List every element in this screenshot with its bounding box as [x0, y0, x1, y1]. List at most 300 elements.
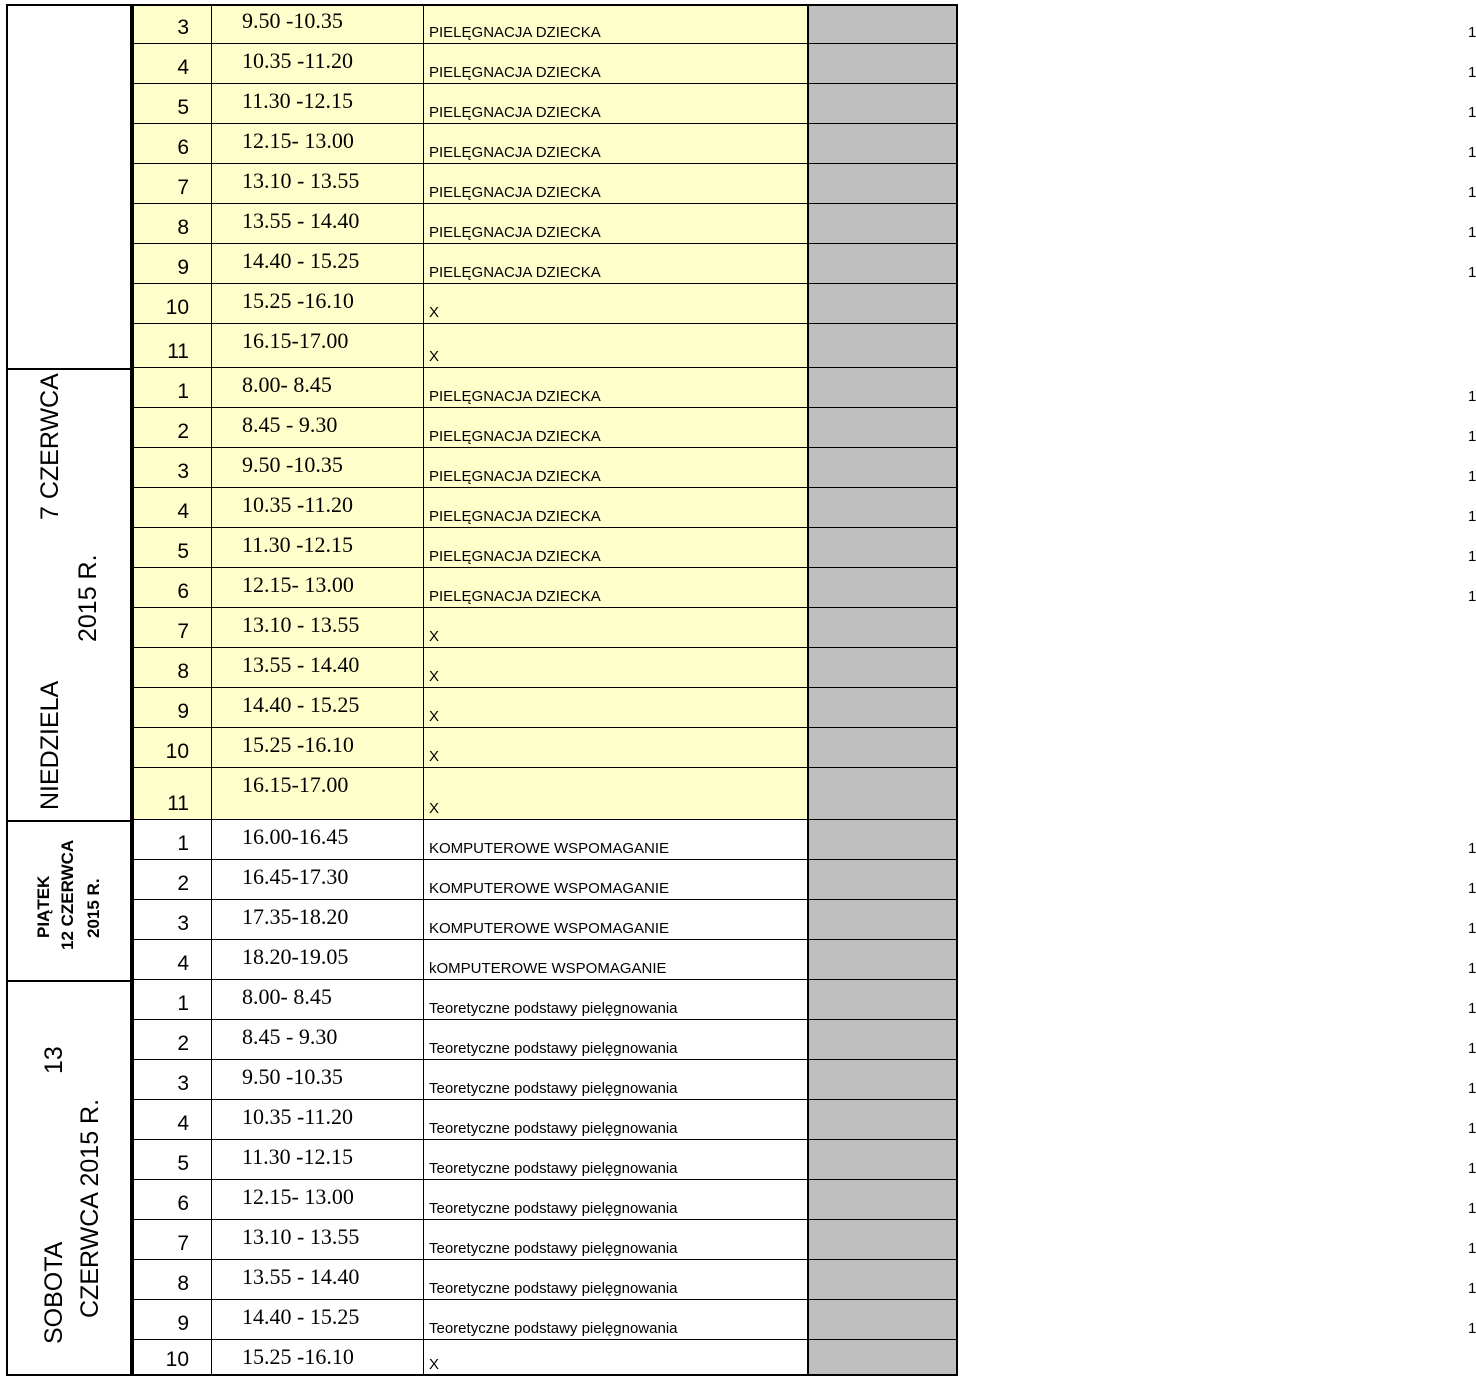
gray-column-cell: [808, 940, 958, 980]
lesson-number-cell-text: 11: [167, 340, 189, 363]
lesson-number-cell: [132, 860, 212, 900]
subject-cell: [424, 1180, 808, 1220]
lesson-time-cell: [212, 860, 424, 900]
table-row: [132, 528, 1476, 568]
lesson-number-cell-text: 8: [177, 1272, 189, 1295]
subject-cell: [424, 568, 808, 608]
lesson-number-cell: [132, 1060, 212, 1100]
subject-cell: [424, 448, 808, 488]
subject-cell: [424, 1260, 808, 1300]
subject-cell-text: KOMPUTEROWE WSPOMAGANIE: [429, 840, 670, 857]
gray-column-cell: [808, 980, 958, 1020]
table-row: [132, 1300, 1476, 1340]
table-row: [132, 1140, 1476, 1180]
lesson-time-cell-text: 16.00-16.45: [242, 824, 349, 849]
subject-cell: [424, 324, 808, 368]
lesson-number-cell: [132, 4, 212, 44]
gray-column-cell: [808, 768, 958, 820]
lesson-time-cell-text: 16.15-17.00: [242, 772, 349, 797]
lesson-number-cell: [132, 204, 212, 244]
hours-cell-text: 1: [1468, 64, 1476, 81]
hours-cell-text: 1: [1468, 1240, 1476, 1257]
table-row: [132, 84, 1476, 124]
lesson-number-cell-text: 8: [177, 216, 189, 239]
lesson-time-cell-text: 13.10 - 13.55: [242, 1224, 360, 1249]
subject-cell-text: PIELĘGNACJA DZIECKA: [429, 508, 601, 525]
gray-column-cell: [808, 648, 958, 688]
subject-cell: [424, 1220, 808, 1260]
subject-cell-text: PIELĘGNACJA DZIECKA: [429, 548, 601, 565]
lesson-number-cell: [132, 1300, 212, 1340]
lesson-time-cell: [212, 1220, 424, 1260]
lesson-number-cell-text: 9: [177, 700, 189, 723]
lesson-number-cell: [132, 608, 212, 648]
gray-column-cell: [808, 164, 958, 204]
lesson-number-cell: [132, 1340, 212, 1376]
lesson-number-cell: [132, 408, 212, 448]
gray-column-cell: [808, 1020, 958, 1060]
lesson-time-cell-text: 11.30 -12.15: [242, 88, 354, 113]
lesson-number-cell: [132, 688, 212, 728]
lesson-number-cell-text: 1: [177, 992, 189, 1015]
subject-cell: [424, 124, 808, 164]
lesson-time-cell-text: 18.20-19.05: [242, 944, 349, 969]
lesson-number-cell-text: 10: [165, 740, 189, 763]
lesson-time-cell: [212, 204, 424, 244]
subject-cell-text: Teoretyczne podstawy pielęgnowania: [429, 1240, 678, 1257]
lesson-number-cell: [132, 84, 212, 124]
gray-column-cell: [808, 84, 958, 124]
gray-column-cell: [808, 1060, 958, 1100]
gray-column-cell: [808, 124, 958, 164]
lesson-number-cell-text: 2: [177, 872, 189, 895]
lesson-time-cell-text: 8.45 - 9.30: [242, 412, 338, 437]
lesson-number-cell: [132, 124, 212, 164]
gray-column-cell: [808, 900, 958, 940]
gray-column-cell: [808, 244, 958, 284]
lesson-time-cell: [212, 1060, 424, 1100]
hours-cell-text: 1: [1468, 840, 1476, 857]
hours-cell-text: 1: [1468, 1000, 1476, 1017]
subject-cell-text: X: [429, 708, 440, 725]
subject-cell: [424, 528, 808, 568]
lesson-number-cell: [132, 1220, 212, 1260]
subject-cell-text: X: [429, 668, 440, 685]
gray-column-cell: [808, 1140, 958, 1180]
subject-cell-text: PIELĘGNACJA DZIECKA: [429, 428, 601, 445]
lesson-time-cell-text: 15.25 -16.10: [242, 1344, 354, 1369]
day-block-previous: [6, 4, 132, 370]
lesson-time-cell: [212, 124, 424, 164]
lesson-time-cell-text: 9.50 -10.35: [242, 452, 343, 477]
lesson-number-cell: [132, 1260, 212, 1300]
lesson-time-cell: [212, 1340, 424, 1376]
subject-cell: [424, 980, 808, 1020]
lesson-number-cell: [132, 324, 212, 368]
lesson-time-cell-text: 15.25 -16.10: [242, 288, 354, 313]
gray-column-cell: [808, 528, 958, 568]
hours-cell-text: 1: [1468, 184, 1476, 201]
hours-cell-text: 1: [1468, 508, 1476, 525]
table-row: [132, 980, 1476, 1020]
lesson-number-cell-text: 6: [177, 1192, 189, 1215]
subject-cell: [424, 44, 808, 84]
table-row: [132, 1180, 1476, 1220]
lesson-time-cell-text: 9.50 -10.35: [242, 8, 343, 33]
table-row: [132, 860, 1476, 900]
lesson-time-cell-text: 12.15- 13.00: [242, 1184, 354, 1209]
lesson-number-cell: [132, 980, 212, 1020]
subject-cell: [424, 1100, 808, 1140]
lesson-time-cell: [212, 244, 424, 284]
subject-cell-text: X: [429, 348, 440, 365]
gray-column-cell: [808, 488, 958, 528]
lesson-number-cell-text: 3: [177, 460, 189, 483]
subject-cell: [424, 1340, 808, 1376]
lesson-time-cell-text: 17.35-18.20: [242, 904, 349, 929]
lesson-number-cell-text: 7: [177, 176, 189, 199]
subject-cell-text: PIELĘGNACJA DZIECKA: [429, 64, 601, 81]
lesson-time-cell-text: 15.25 -16.10: [242, 732, 354, 757]
table-row: [132, 768, 958, 820]
lesson-number-cell-text: 3: [177, 1072, 189, 1095]
table-row: [132, 648, 958, 688]
lesson-number-cell-text: 9: [177, 256, 189, 279]
table-row: [132, 688, 958, 728]
gray-column-cell: [808, 408, 958, 448]
lesson-time-cell: [212, 688, 424, 728]
lesson-number-cell-text: 4: [177, 952, 189, 975]
lesson-time-cell-text: 14.40 - 15.25: [242, 1304, 360, 1329]
gray-column-cell: [808, 204, 958, 244]
lesson-time-cell: [212, 408, 424, 448]
lesson-time-cell: [212, 528, 424, 568]
subject-cell-text: kOMPUTEROWE WSPOMAGANIE: [429, 960, 667, 977]
subject-cell-text: PIELĘGNACJA DZIECKA: [429, 388, 601, 405]
hours-cell-text: 1: [1468, 1160, 1476, 1177]
table-row: [132, 448, 1476, 488]
lesson-time-cell-text: 14.40 - 15.25: [242, 692, 360, 717]
hours-cell-text: 1: [1468, 264, 1476, 281]
lesson-number-cell: [132, 528, 212, 568]
lesson-number-cell-text: 8: [177, 660, 189, 683]
lesson-time-cell: [212, 84, 424, 124]
lesson-time-cell: [212, 1020, 424, 1060]
gray-column-cell: [808, 820, 958, 860]
subject-cell: [424, 164, 808, 204]
subject-cell: [424, 1140, 808, 1180]
table-row: [132, 728, 958, 768]
gray-column-cell: [808, 1260, 958, 1300]
lesson-number-cell-text: 10: [165, 296, 189, 319]
lesson-number-cell: [132, 1100, 212, 1140]
hours-cell-text: 1: [1468, 1040, 1476, 1057]
lesson-time-cell: [212, 488, 424, 528]
day-block-piatek: [6, 820, 132, 982]
lesson-number-cell: [132, 448, 212, 488]
lesson-time-cell-text: 13.55 - 14.40: [242, 1264, 360, 1289]
subject-cell-text: X: [429, 628, 440, 645]
subject-cell-text: X: [429, 748, 440, 765]
table-row: [132, 124, 1476, 164]
gray-column-cell: [808, 728, 958, 768]
lesson-number-cell: [132, 900, 212, 940]
day-label-niedziela-date: 7 CZERWCA: [36, 373, 64, 520]
table-row: [132, 368, 1476, 408]
hours-cell-text: 1: [1468, 1280, 1476, 1297]
lesson-time-cell-text: 10.35 -11.20: [242, 48, 354, 73]
gray-column-cell: [808, 1340, 958, 1376]
table-row: [132, 608, 958, 648]
lesson-time-cell: [212, 648, 424, 688]
lesson-number-cell-text: 3: [177, 912, 189, 935]
lesson-time-cell-text: 9.50 -10.35: [242, 1064, 343, 1089]
lesson-time-cell: [212, 1300, 424, 1340]
hours-cell-text: 1: [1468, 1320, 1476, 1337]
lesson-number-cell-text: 10: [165, 1348, 189, 1371]
lesson-number-cell-text: 1: [177, 832, 189, 855]
lesson-time-cell-text: 16.15-17.00: [242, 328, 349, 353]
lesson-time-cell: [212, 368, 424, 408]
hours-cell-text: 1: [1468, 880, 1476, 897]
day-label-niedziela: NIEDZIELA: [36, 680, 64, 810]
lesson-time-cell-text: 16.45-17.30: [242, 864, 349, 889]
lesson-number-cell-text: 7: [177, 1232, 189, 1255]
gray-column-cell: [808, 688, 958, 728]
lesson-time-cell-text: 12.15- 13.00: [242, 128, 354, 153]
subject-cell-text: KOMPUTEROWE WSPOMAGANIE: [429, 920, 670, 937]
subject-cell-text: Teoretyczne podstawy pielęgnowania: [429, 1080, 678, 1097]
table-row: [132, 1220, 1476, 1260]
gray-column-cell: [808, 284, 958, 324]
lesson-time-cell: [212, 1100, 424, 1140]
lesson-time-cell-text: 13.55 - 14.40: [242, 208, 360, 233]
lesson-time-cell: [212, 1260, 424, 1300]
lesson-number-cell: [132, 568, 212, 608]
hours-cell-text: 1: [1468, 588, 1476, 605]
subject-cell-text: Teoretyczne podstawy pielęgnowania: [429, 1000, 678, 1017]
subject-cell-text: Teoretyczne podstawy pielęgnowania: [429, 1200, 678, 1217]
gray-column-cell: [808, 1220, 958, 1260]
table-row: [132, 244, 1476, 284]
lesson-number-cell-text: 4: [177, 1112, 189, 1135]
table-row: [132, 1060, 1476, 1100]
lesson-number-cell-text: 2: [177, 1032, 189, 1055]
lesson-number-cell-text: 4: [177, 56, 189, 79]
lesson-number-cell: [132, 1180, 212, 1220]
subject-cell: [424, 368, 808, 408]
lesson-time-cell: [212, 324, 424, 368]
table-row: [132, 900, 1476, 940]
gray-column-cell: [808, 4, 958, 44]
lesson-number-cell: [132, 728, 212, 768]
lesson-time-cell-text: 11.30 -12.15: [242, 1144, 354, 1169]
lesson-number-cell: [132, 44, 212, 84]
subject-cell: [424, 728, 808, 768]
subject-cell: [424, 940, 808, 980]
lesson-time-cell: [212, 940, 424, 980]
lesson-time-cell-text: 10.35 -11.20: [242, 492, 354, 517]
subject-cell: [424, 820, 808, 860]
subject-cell-text: PIELĘGNACJA DZIECKA: [429, 224, 601, 241]
lesson-number-cell: [132, 1020, 212, 1060]
hours-cell-text: 1: [1468, 548, 1476, 565]
lesson-number-cell: [132, 648, 212, 688]
day-label-piatek-year: 2015 R.: [84, 878, 103, 938]
lesson-time-cell: [212, 1140, 424, 1180]
subject-cell-text: Teoretyczne podstawy pielęgnowania: [429, 1040, 678, 1057]
lesson-time-cell: [212, 568, 424, 608]
lesson-number-cell-text: 5: [177, 1152, 189, 1175]
lesson-time-cell-text: 8.00- 8.45: [242, 984, 332, 1009]
lesson-time-cell: [212, 768, 424, 820]
table-row: [132, 488, 1476, 528]
hours-cell-text: 1: [1468, 388, 1476, 405]
lesson-time-cell: [212, 980, 424, 1020]
subject-cell: [424, 1300, 808, 1340]
table-row: [132, 204, 1476, 244]
hours-cell-text: 1: [1468, 24, 1476, 41]
table-row: [132, 1260, 1476, 1300]
subject-cell: [424, 284, 808, 324]
lesson-time-cell: [212, 4, 424, 44]
hours-cell-text: 1: [1468, 468, 1476, 485]
table-row: [132, 324, 958, 368]
subject-cell-text: X: [429, 304, 440, 321]
lesson-time-cell-text: 8.00- 8.45: [242, 372, 332, 397]
lesson-number-cell: [132, 1140, 212, 1180]
lesson-time-cell-text: 8.45 - 9.30: [242, 1024, 338, 1049]
lesson-time-cell: [212, 820, 424, 860]
day-block-niedziela: [6, 368, 132, 822]
lesson-number-cell: [132, 768, 212, 820]
lesson-number-cell: [132, 164, 212, 204]
day-label-sobota-month: CZERWCA 2015 R.: [76, 1098, 104, 1318]
table-row: [132, 284, 958, 324]
lesson-number-cell-text: 2: [177, 420, 189, 443]
subject-cell: [424, 244, 808, 284]
hours-cell-text: 1: [1468, 104, 1476, 121]
lesson-time-cell: [212, 608, 424, 648]
lesson-number-cell-text: 3: [177, 16, 189, 39]
lesson-number-cell: [132, 820, 212, 860]
lesson-number-cell: [132, 368, 212, 408]
lesson-number-cell-text: 6: [177, 136, 189, 159]
gray-column-cell: [808, 368, 958, 408]
subject-cell-text: PIELĘGNACJA DZIECKA: [429, 184, 601, 201]
subject-cell: [424, 408, 808, 448]
subject-cell-text: PIELĘGNACJA DZIECKA: [429, 264, 601, 281]
subject-cell: [424, 648, 808, 688]
gray-column-cell: [808, 568, 958, 608]
subject-cell: [424, 204, 808, 244]
gray-column-cell: [808, 608, 958, 648]
table-row: [132, 820, 1476, 860]
lesson-time-cell: [212, 900, 424, 940]
lesson-time-cell: [212, 448, 424, 488]
subject-cell-text: Teoretyczne podstawy pielęgnowania: [429, 1160, 678, 1177]
subject-cell: [424, 608, 808, 648]
subject-cell: [424, 688, 808, 728]
day-block-sobota: [6, 980, 132, 1376]
subject-cell: [424, 84, 808, 124]
hours-cell-text: 1: [1468, 1080, 1476, 1097]
lesson-number-cell-text: 5: [177, 96, 189, 119]
subject-cell-text: PIELĘGNACJA DZIECKA: [429, 588, 601, 605]
lesson-time-cell-text: 13.10 - 13.55: [242, 168, 360, 193]
subject-cell: [424, 900, 808, 940]
lesson-time-cell-text: 11.30 -12.15: [242, 532, 354, 557]
table-row: [132, 568, 1476, 608]
subject-cell: [424, 1060, 808, 1100]
table-row: [132, 1100, 1476, 1140]
table-row: [132, 1020, 1476, 1060]
lesson-time-cell-text: 13.10 - 13.55: [242, 612, 360, 637]
hours-cell-text: 1: [1468, 144, 1476, 161]
hours-cell-text: 1: [1468, 224, 1476, 241]
lesson-time-cell: [212, 728, 424, 768]
gray-column-cell: [808, 860, 958, 900]
lesson-number-cell-text: 11: [167, 792, 189, 815]
lesson-number-cell-text: 7: [177, 620, 189, 643]
hours-cell-text: 1: [1468, 1120, 1476, 1137]
table-row: [132, 44, 1476, 84]
gray-column-cell: [808, 1180, 958, 1220]
hours-cell-text: 1: [1468, 428, 1476, 445]
hours-cell-text: 1: [1468, 1200, 1476, 1217]
subject-cell-text: Teoretyczne podstawy pielęgnowania: [429, 1320, 678, 1337]
subject-cell-text: Teoretyczne podstawy pielęgnowania: [429, 1280, 678, 1297]
gray-column-cell: [808, 448, 958, 488]
lesson-number-cell-text: 6: [177, 580, 189, 603]
day-label-niedziela-year: 2015 R.: [74, 554, 102, 642]
gray-column-cell: [808, 324, 958, 368]
lesson-number-cell-text: 9: [177, 1312, 189, 1335]
lesson-number-cell-text: 1: [177, 380, 189, 403]
subject-cell-text: X: [429, 800, 440, 817]
lesson-time-cell-text: 12.15- 13.00: [242, 572, 354, 597]
lesson-number-cell: [132, 284, 212, 324]
subject-cell-text: X: [429, 1356, 440, 1373]
subject-cell: [424, 768, 808, 820]
table-row: [132, 1340, 958, 1376]
subject-cell-text: PIELĘGNACJA DZIECKA: [429, 104, 601, 121]
gray-column-cell: [808, 1300, 958, 1340]
lesson-number-cell: [132, 488, 212, 528]
table-row: [132, 940, 1476, 980]
table-row: [132, 4, 1476, 44]
gray-column-cell: [808, 44, 958, 84]
lesson-time-cell-text: 13.55 - 14.40: [242, 652, 360, 677]
subject-cell-text: Teoretyczne podstawy pielęgnowania: [429, 1120, 678, 1137]
lesson-time-cell: [212, 164, 424, 204]
subject-cell: [424, 488, 808, 528]
subject-cell: [424, 1020, 808, 1060]
day-label-piatek-date: 12 CZERWCA: [58, 839, 77, 950]
subject-cell-text: PIELĘGNACJA DZIECKA: [429, 24, 601, 41]
lesson-number-cell: [132, 244, 212, 284]
lesson-time-cell-text: 14.40 - 15.25: [242, 248, 360, 273]
day-label-piatek: PIĄTEK: [34, 875, 53, 938]
hours-cell-text: 1: [1468, 920, 1476, 937]
lesson-time-cell-text: 10.35 -11.20: [242, 1104, 354, 1129]
lesson-time-cell: [212, 44, 424, 84]
day-label-sobota-number: 13: [40, 1046, 68, 1074]
day-label-sobota: SOBOTA: [40, 1241, 68, 1344]
lesson-number-cell-text: 4: [177, 500, 189, 523]
lesson-number-cell-text: 5: [177, 540, 189, 563]
gray-column-cell: [808, 1100, 958, 1140]
